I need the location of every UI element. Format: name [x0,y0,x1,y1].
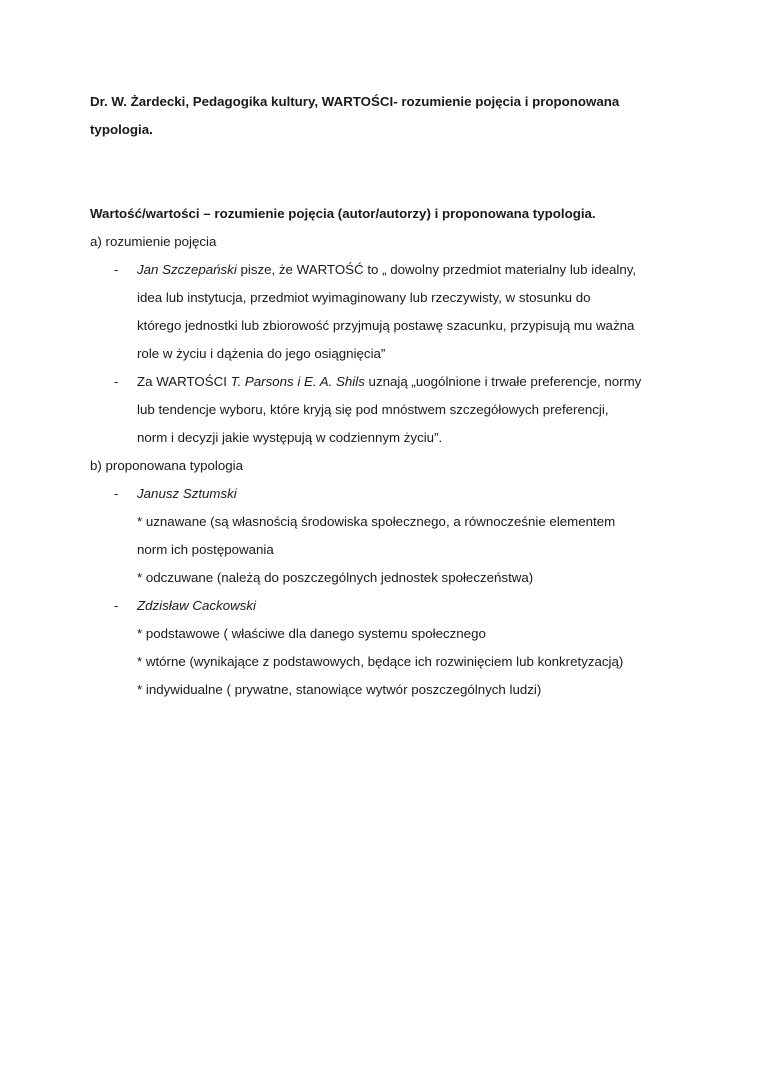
a1-line-4: role w życiu i dążenia do jego osiągnięcia” [137,346,386,361]
b1-item-1-line-2: norm ich postępowania [137,542,274,557]
a1-line-2: idea lub instytucja, przedmiot wyimaginowany lub rzeczywisty, w stosunku do [137,290,591,305]
a1-line-1-rest: pisze, że WARTOŚĆ to „ dowolny przedmiot materialny lub idealny, [236,262,637,277]
list-dash: - [114,374,119,389]
title-line-2: typologia. [90,122,153,137]
b1-item-1-line-1: * uznawane (są własnością środowiska społecznego, a równocześnie elementem [137,514,616,529]
list-dash: - [114,486,119,501]
a2-prefix: Za WARTOŚCI [137,374,231,389]
a1-author: Jan Szczepański [137,262,237,277]
subtitle: Wartość/wartości – rozumienie pojęcia (autor/autorzy) i proponowana typologia. [90,206,596,221]
title-line-1: Dr. W. Żardecki, Pedagogika kultury, WARTOŚCI- rozumienie pojęcia i proponowana [90,94,620,109]
a1-line-1 [137,261,636,279]
section-b-heading: b) proponowana typologia [90,458,244,473]
b2-item-1: * podstawowe ( właściwe dla danego systemu społecznego [137,626,486,641]
a2-line-3: norm i decyzji jakie występują w codziennym życiu”. [137,430,443,445]
a1-line-3: którego jednostki lub zbiorowość przyjmują postawę szacunku, przypisują mu ważna [137,318,635,333]
list-dash: - [114,262,119,277]
b1-item-2: * odczuwane (należą do poszczególnych jednostek społeczeństwa) [137,570,534,585]
a2-line-1 [137,373,641,391]
b1-author: Janusz Sztumski [137,486,237,501]
b2-item-3: * indywidualne ( prywatne, stanowiące wytwór poszczególnych ludzi) [137,682,542,697]
a2-authors: T. Parsons i E. A. Shils [230,374,365,389]
b2-author: Zdzisław Cackowski [137,598,256,613]
a2-line-2: lub tendencje wyboru, które kryją się pod mnóstwem szczegółowych preferencji, [137,402,609,417]
list-dash: - [114,598,119,613]
b2-item-2: * wtórne (wynikające z podstawowych, będące ich rozwinięciem lub konkretyzacją) [137,654,624,669]
section-a-heading: a) rozumienie pojęcia [90,234,217,249]
a2-line-1-rest: uznają „uogólnione i trwałe preferencje, normy [364,374,642,389]
